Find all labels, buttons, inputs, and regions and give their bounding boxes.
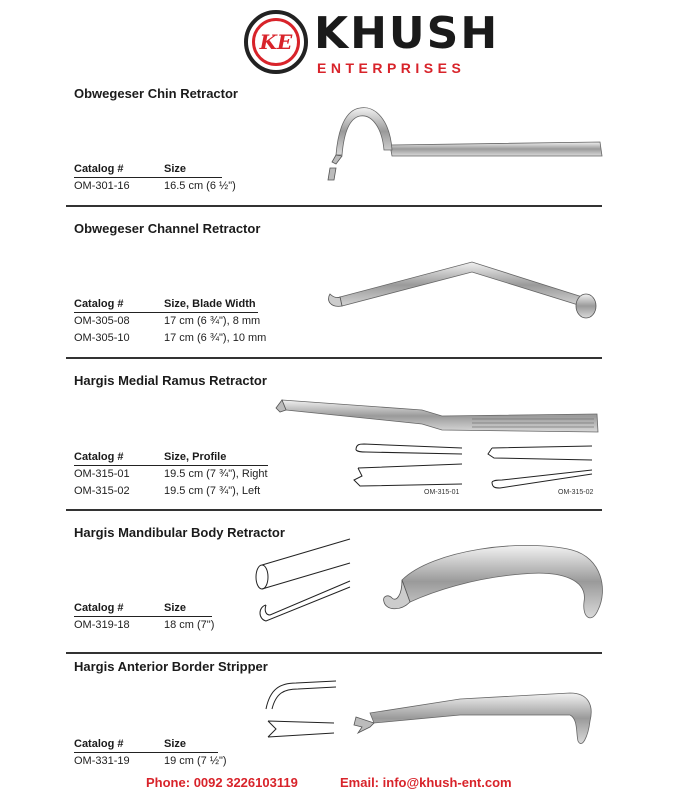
size-header: Size [164, 602, 187, 614]
brand-name: KHUSH [314, 8, 500, 59]
size-value: 19 cm (7 ½") [164, 755, 227, 767]
size-header: Size [164, 738, 187, 750]
catalog-header: Catalog # [74, 602, 124, 614]
header-rule [74, 616, 212, 617]
catalog-header: Catalog # [74, 298, 124, 310]
email-address[interactable]: info@khush-ent.com [382, 775, 512, 790]
mandibular-body-profile-diagram [252, 535, 352, 630]
chin-retractor-image [320, 100, 610, 195]
section-divider [66, 357, 602, 359]
email-label: Email: [340, 775, 380, 790]
brand-logo [244, 8, 500, 80]
size-value: 19.5 cm (7 ¾"), Left [164, 485, 261, 497]
header-rule [74, 177, 222, 178]
channel-retractor-image [322, 242, 612, 322]
section-divider [66, 652, 602, 654]
header-rule [74, 312, 258, 313]
phone-label: Phone: [146, 775, 191, 790]
anterior-border-stripper-image [350, 685, 610, 755]
size-value: 19.5 cm (7 ¾"), Right [164, 468, 268, 480]
section-divider [66, 205, 602, 207]
catalog-number: OM-315-01 [74, 468, 130, 480]
catalog-number: OM-315-02 [74, 485, 130, 497]
size-header: Size, Blade Width [164, 298, 256, 310]
product-title: Hargis Anterior Border Stripper [74, 659, 268, 674]
size-value: 17 cm (6 ¾"), 10 mm [164, 332, 267, 344]
diagram-label: OM-315-02 [558, 489, 594, 496]
header-rule [74, 465, 268, 466]
medial-ramus-profile-diagram [352, 438, 602, 490]
product-title: Hargis Medial Ramus Retractor [74, 373, 267, 388]
footer-phone [146, 775, 298, 790]
catalog-header: Catalog # [74, 451, 124, 463]
catalog-number: OM-305-10 [74, 332, 130, 344]
size-value: 17 cm (6 ¾"), 8 mm [164, 315, 261, 327]
catalog-number: OM-301-16 [74, 180, 130, 192]
product-title: Hargis Mandibular Body Retractor [74, 525, 285, 540]
medial-ramus-retractor-image [272, 388, 602, 438]
diagram-label: OM-315-01 [424, 489, 460, 496]
size-header: Size [164, 163, 187, 175]
size-header: Size, Profile [164, 451, 227, 463]
stripper-profile-diagram [262, 675, 342, 745]
section-divider [66, 509, 602, 511]
product-title: Obwegeser Channel Retractor [74, 221, 261, 236]
logo-emblem [244, 10, 308, 74]
phone-number[interactable]: 0092 3226103119 [193, 775, 298, 790]
catalog-number: OM-319-18 [74, 619, 130, 631]
size-value: 18 cm (7") [164, 619, 215, 631]
size-value: 16.5 cm (6 ½") [164, 180, 236, 192]
catalog-header: Catalog # [74, 163, 124, 175]
catalog-number: OM-331-19 [74, 755, 130, 767]
catalog-number: OM-305-08 [74, 315, 130, 327]
catalog-header: Catalog # [74, 738, 124, 750]
footer-email [340, 775, 512, 790]
logo-monogram: KE [252, 18, 300, 66]
mandibular-body-retractor-image [372, 540, 612, 630]
header-rule [74, 752, 218, 753]
product-title: Obwegeser Chin Retractor [74, 86, 238, 101]
brand-tagline: ENTERPRISES [317, 60, 466, 76]
